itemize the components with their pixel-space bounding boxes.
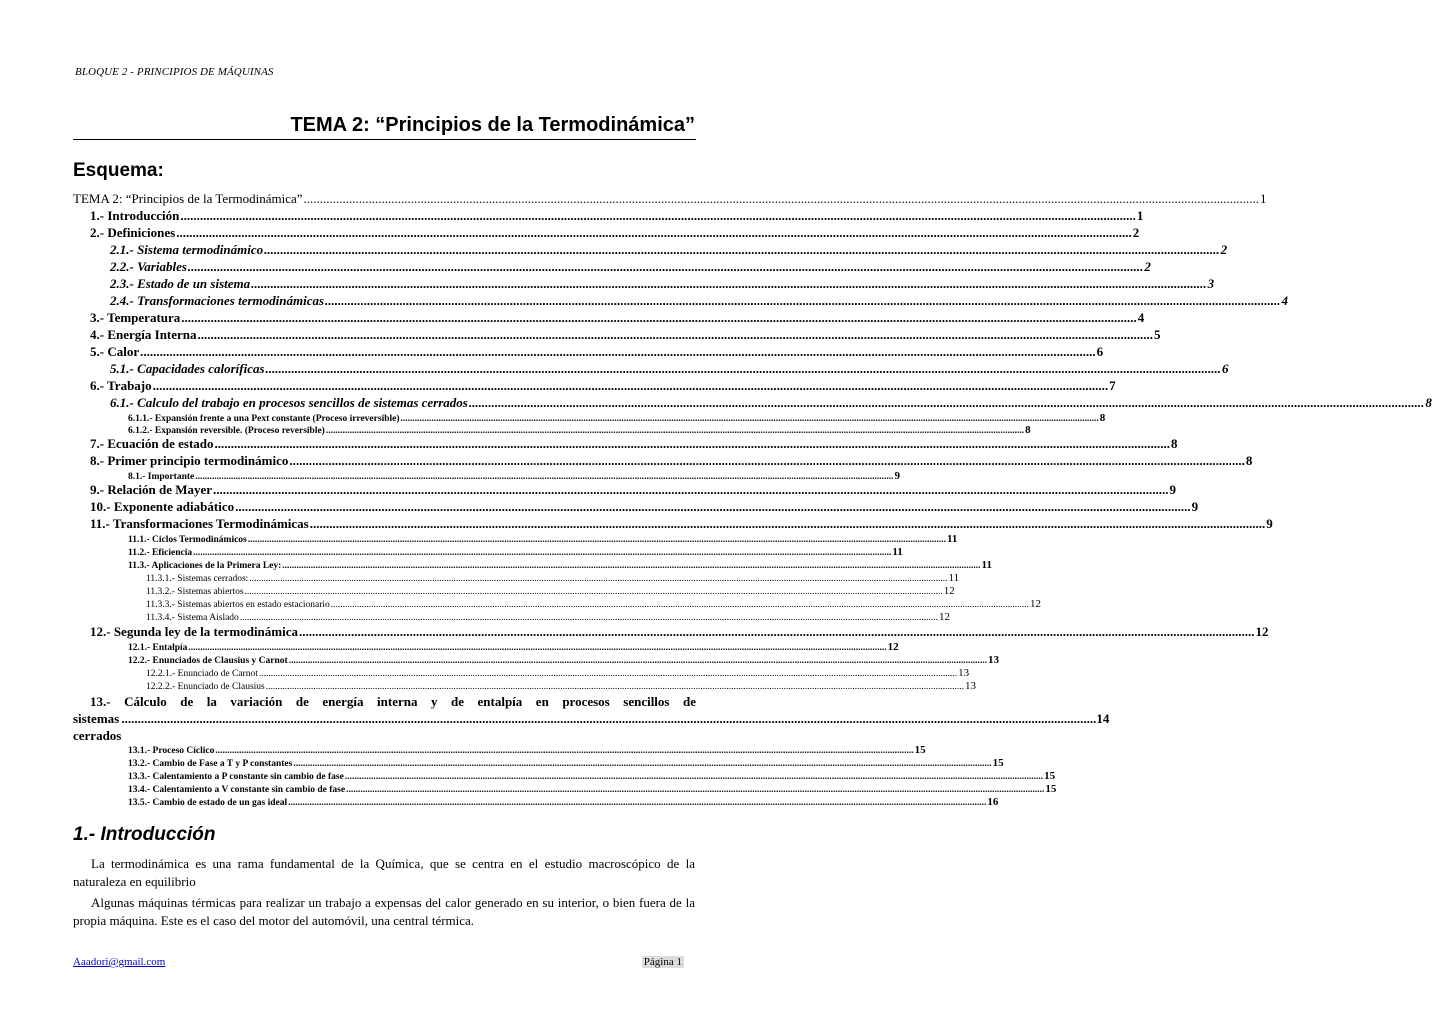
toc-leader-dots (245, 587, 943, 597)
toc-leader-dots (251, 276, 1207, 292)
toc-page-number: 13 (987, 654, 999, 666)
toc-entry[interactable] (73, 533, 958, 546)
toc-entry-title: 12.1.- Entalpía (128, 643, 188, 653)
toc-entry[interactable] (73, 361, 1229, 378)
toc-entry[interactable] (73, 276, 1215, 293)
toc-entry-title: 1.- Introducción (90, 208, 180, 223)
toc-page-number: 15 (1044, 770, 1056, 782)
toc-entry-title: 5.1.- Capacidades caloríficas (110, 361, 265, 376)
toc-leader-dots (193, 548, 891, 558)
toc-page-number: 12 (1255, 624, 1269, 639)
toc-page-number: 3 (1207, 276, 1215, 291)
toc-entry[interactable] (73, 667, 970, 680)
footer-page-number: Página 1 (643, 956, 682, 968)
toc-leader-dots (293, 759, 991, 769)
toc-entry[interactable] (73, 344, 1104, 361)
toc-page-number: 11 (947, 533, 958, 545)
toc-entry-title: 2.4.- Transformaciones termodinámicas (110, 293, 325, 308)
toc-entry[interactable] (73, 559, 992, 572)
toc-leader-dots (153, 378, 1109, 394)
toc-entry[interactable] (73, 259, 1151, 276)
toc-entry-title: 5.- Calor (90, 344, 140, 359)
toc-page-number: 8 (1171, 436, 1178, 451)
toc-entry[interactable] (73, 412, 1106, 424)
toc-entry-title: TEMA 2: “Principios de la Termodinámica” (73, 191, 303, 206)
toc-leader-dots (235, 499, 1191, 515)
toc-leader-dots (266, 361, 1222, 377)
toc-entry-title: 13.5.- Cambio de estado de un gas ideal (128, 798, 288, 808)
toc-page-number: 13 (964, 680, 976, 692)
toc-entry[interactable] (73, 293, 1289, 310)
toc-leader-dots (401, 414, 1099, 424)
toc-page-number: 14 (1096, 711, 1110, 726)
toc-page-number: 8 (1099, 412, 1106, 424)
toc-page-number: 15 (914, 744, 926, 756)
toc-entry-title: 13.3.- Calentamiento a P constante sin cambio de fase (128, 772, 344, 782)
toc-page-number: 9 (894, 470, 900, 482)
toc-entry-title: 13.1.- Proceso Cíclico (128, 746, 215, 756)
toc-entry[interactable] (73, 796, 999, 809)
toc-page-number: 12 (939, 611, 951, 623)
toc-page-number: 11 (892, 546, 903, 558)
toc-entry-title: 12.2.- Enunciados de Clausius y Carnot (128, 656, 288, 666)
toc-entry[interactable] (73, 757, 1004, 770)
toc-entry-title: 2.2.- Variables (110, 259, 187, 274)
toc-leader-dots (176, 225, 1132, 241)
toc-leader-dots (264, 242, 1220, 258)
toc-leader-dots (331, 600, 1029, 610)
toc-entry-title: 6.1.2.- Expansión reversible. (Proceso reversible) (128, 426, 325, 436)
toc-entry[interactable] (73, 624, 1269, 641)
toc-leader-dots (215, 436, 1171, 452)
toc-page-number: 13 (958, 667, 970, 679)
toc-entry-title-line2: sistemas cerrados (73, 711, 122, 743)
toc-leader-dots (304, 191, 1260, 207)
toc-leader-dots (248, 535, 946, 545)
toc-entry-title: 11.- Transformaciones Termodinámicas (90, 516, 309, 531)
toc-entry[interactable] (73, 546, 903, 559)
toc-entry[interactable] (73, 499, 1199, 516)
toc-entry[interactable] (73, 654, 999, 667)
toc-page-number: 12 (887, 641, 899, 653)
toc-leader-dots (249, 574, 947, 584)
toc-page-number: 11 (948, 572, 960, 584)
toc-leader-dots (288, 798, 986, 808)
toc-entry-title: 9.- Relación de Mayer (90, 482, 213, 497)
toc-page-number: 6 (1096, 344, 1104, 359)
toc-page-number: 2 (1220, 242, 1228, 257)
toc-entry-title: 4.- Energía Interna (90, 327, 197, 342)
running-header: BLOQUE 2 - PRINCIPIOS DE MÁQUINAS (75, 66, 274, 78)
toc-leader-dots (188, 259, 1144, 275)
toc-entry-title: 2.- Definiciones (90, 225, 176, 240)
footer-email-link[interactable]: Aaadori@gmail.com (73, 956, 166, 968)
toc-entry[interactable] (73, 424, 1031, 436)
toc-entry-title: 11.3.2.- Sistemas abiertos (146, 587, 244, 597)
toc-entry-title: 2.3.- Estado de un sistema (110, 276, 251, 291)
table-of-contents (73, 191, 1432, 809)
toc-leader-dots (345, 772, 1043, 782)
toc-leader-dots (266, 682, 964, 692)
toc-entry-title: 3.- Temperatura (90, 310, 181, 325)
toc-entry[interactable] (73, 783, 1057, 796)
paragraph-2: Algunas máquinas térmicas para realizar un trabajo a expensas del calor generado en su interior, o bien fuera de la propia máquina. Este es el caso del motor del automóvil, una central térmica. (73, 895, 695, 928)
toc-leader-dots (180, 208, 1136, 224)
toc-page-number: 15 (1045, 783, 1057, 795)
toc-leader-dots: ............................................................................................................................................................................................................................................................................................................ (121, 711, 1097, 726)
toc-leader-dots (289, 453, 1245, 469)
toc-page-number: 6 (1222, 361, 1229, 376)
toc-page-number: 2 (1144, 259, 1151, 274)
toc-entry-title: 7.- Ecuación de estado (90, 436, 214, 451)
toc-entry-title: 11.3.- Aplicaciones de la Primera Ley: (128, 561, 282, 571)
toc-entry[interactable] (73, 395, 1432, 412)
toc-leader-dots (198, 327, 1154, 343)
toc-leader-dots (325, 293, 1281, 309)
toc-entry-title: 13.4.- Calentamiento a V constante sin cambio de fase (128, 785, 346, 795)
toc-page-number: 8 (1245, 453, 1253, 468)
toc-entry[interactable] (73, 378, 1116, 395)
toc-leader-dots (181, 310, 1137, 326)
toc-page-number: 7 (1109, 378, 1116, 393)
toc-entry[interactable] (73, 327, 1161, 344)
toc-leader-dots (213, 482, 1169, 498)
toc-entry-title: 8.- Primer principio termodinámico (90, 453, 289, 468)
toc-entry-title: 2.1.- Sistema termodinámico (110, 242, 264, 257)
toc-page-number: 2 (1132, 225, 1140, 240)
toc-leader-dots (282, 561, 980, 571)
toc-leader-dots (326, 426, 1024, 436)
toc-page-number: 4 (1281, 293, 1289, 308)
toc-page-number: 11 (981, 559, 992, 571)
toc-entry[interactable] (73, 611, 951, 624)
toc-page-number: 1 (1260, 191, 1267, 206)
toc-entry-title: 10.- Exponente adiabático (90, 499, 235, 514)
toc-entry-title: 12.2.1.- Enunciado de Carnot (146, 669, 258, 679)
section-title: 1.- Introducción (73, 824, 216, 845)
toc-entry[interactable] (73, 470, 900, 482)
toc-entry[interactable] (73, 598, 1042, 611)
toc-entry-title: 6.1.1.- Expansión frente a una Pext constante (Proceso irreversible) (128, 414, 400, 424)
toc-leader-dots (469, 395, 1425, 411)
toc-entry-title: 13.2.- Cambio de Fase a T y P constantes (128, 759, 293, 769)
toc-leader-dots (215, 746, 913, 756)
toc-leader-dots (195, 472, 893, 482)
toc-leader-dots (240, 613, 938, 623)
toc-entry[interactable] (73, 641, 899, 654)
toc-entry-title: 8.1.- Importante (128, 472, 195, 482)
toc-leader-dots (346, 785, 1044, 795)
toc-leader-dots (259, 669, 957, 679)
toc-entry[interactable] (73, 744, 926, 757)
paragraph-1: La termodinámica es una rama fundamental de la Química, que se centra en el estudio macroscópico de la naturaleza en equilibrio (73, 856, 695, 889)
esquema-heading: Esquema: (73, 160, 164, 181)
toc-entry-title: 11.3.3.- Sistemas abiertos en estado estacionario (146, 600, 330, 610)
toc-entry-title: 12.- Segunda ley de la termodinámica (90, 624, 298, 639)
toc-leader-dots (188, 643, 886, 653)
toc-entry-wrapped[interactable] (73, 693, 1110, 744)
toc-leader-dots (140, 344, 1096, 360)
toc-entry[interactable] (73, 453, 1253, 470)
toc-entry-title-line1: 13.- Cálculo de la variación de energía interna y de entalpía en procesos sencillos de (90, 694, 696, 709)
toc-entry[interactable] (73, 572, 960, 585)
toc-leader-dots (289, 656, 987, 666)
toc-entry-title: 11.3.4.- Sistema Aislado (146, 613, 239, 623)
toc-entry[interactable] (73, 310, 1145, 327)
toc-page-number: 12 (943, 585, 955, 597)
toc-entry[interactable] (73, 770, 1056, 783)
toc-entry[interactable] (73, 482, 1177, 499)
toc-entry[interactable] (73, 516, 1273, 533)
toc-page-number: 4 (1137, 310, 1145, 325)
toc-page-number: 8 (1425, 395, 1432, 410)
toc-page-number: 9 (1169, 482, 1177, 497)
toc-entry-title: 11.3.1.- Sistemas cerrados: (146, 574, 249, 584)
toc-entry-title: 6.1.- Calculo del trabajo en procesos sencillos de sistemas cerrados (110, 395, 468, 410)
toc-entry[interactable] (73, 225, 1140, 242)
toc-page-number: 9 (1266, 516, 1273, 531)
toc-leader-dots (310, 516, 1266, 532)
toc-entry[interactable] (73, 191, 1267, 208)
toc-entry[interactable] (73, 436, 1178, 453)
title-underline (73, 139, 696, 140)
toc-entry[interactable] (73, 208, 1144, 225)
toc-leader-dots (299, 624, 1255, 640)
toc-entry-title: 6.- Trabajo (90, 378, 152, 393)
toc-entry-title: 11.1.- Ciclos Termodinámicos (128, 535, 247, 545)
toc-page-number: 12 (1030, 598, 1042, 610)
toc-page-number: 9 (1191, 499, 1199, 514)
toc-entry[interactable] (73, 585, 955, 598)
toc-page-number: 16 (987, 796, 999, 808)
toc-page-number: 5 (1154, 327, 1161, 342)
toc-entry[interactable] (73, 680, 976, 693)
toc-page-number: 1 (1136, 208, 1144, 223)
toc-entry-title: 11.2.- Eficiencia (128, 548, 193, 558)
toc-page-number: 15 (992, 757, 1004, 769)
toc-entry[interactable] (73, 242, 1228, 259)
page-title: TEMA 2: “Principios de la Termodinámica” (290, 114, 695, 136)
toc-entry-title: 12.2.2.- Enunciado de Clausius (146, 682, 265, 692)
toc-page-number: 8 (1025, 424, 1031, 436)
